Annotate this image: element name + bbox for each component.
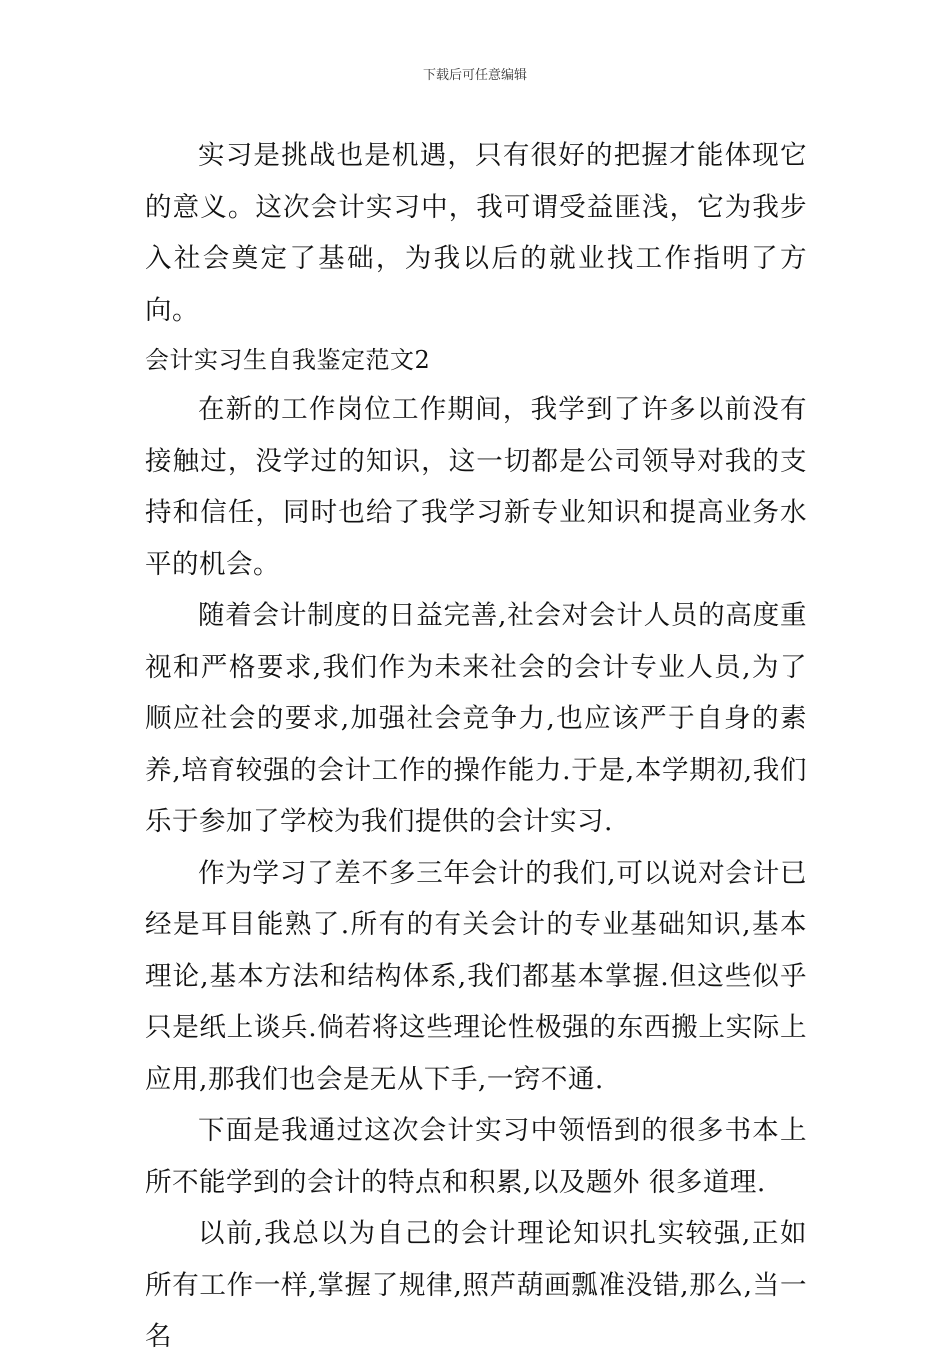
paragraph-three-years-study: 作为学习了差不多三年会计的我们,可以说对会计已经是耳目能熟了.所有的有关会计的专业基础知识,基本理论,基本方法和结构体系,我们都基本掌握.但这些似乎只是纸上谈兵.倘若将这些理论性极强的东西搬上实际上应用,那我们也会是无从下手,一窍不通. — [145, 857, 807, 1095]
paragraph-accounting-system: 随着会计制度的日益完善,社会对会计人员的高度重视和严格要求,我们作为未来社会的会计专业人员,为了顺应社会的要求,加强社会竞争力,也应该严于自身的素养,培育较强的会计工作的操作能力.于是,本学期初,我们乐于参加了学校为我们提供的会计实习. — [145, 600, 807, 837]
paragraph-lessons-learned: 下面是我通过这次会计实习中领悟到的很多书本上所不能学到的会计的特点和积累,以及题外 很多道理. — [145, 1115, 807, 1198]
document-body — [145, 130, 807, 1363]
paragraph-previous-belief: 以前,我总以为自己的会计理论知识扎实较强,正如所有工作一样,掌握了规律,照芦葫画瓢准没错,那么,当一名 — [145, 1218, 807, 1352]
section-heading: 会计实习生自我鉴定范文2 — [145, 346, 431, 374]
page-header-note: 下载后可任意编辑 — [422, 68, 527, 83]
paragraph-new-position: 在新的工作岗位工作期间，我学到了许多以前没有接触过，没学过的知识，这一切都是公司领导对我的支持和信任，同时也给了我学习新专业知识和提高业务水平的机会。 — [145, 394, 807, 580]
paragraph-internship-summary: 实习是挑战也是机遇，只有很好的把握才能体现它的意义。这次会计实习中，我可谓受益匪浅，它为我步入社会奠定了基础，为我以后的就业找工作指明了方向。 — [145, 140, 807, 326]
